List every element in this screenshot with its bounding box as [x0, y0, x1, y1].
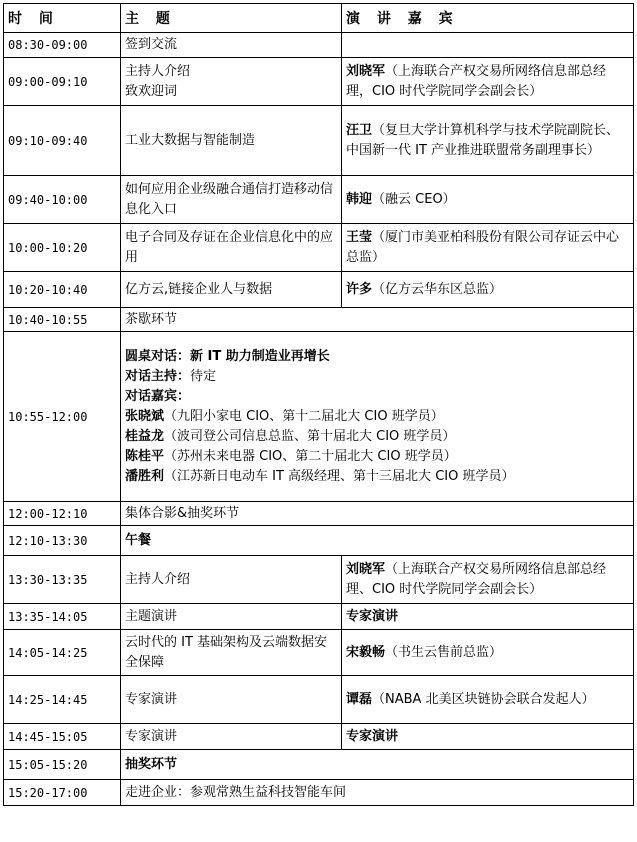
- topic-cell: 集体合影&抽奖环节: [121, 502, 634, 526]
- speaker-cell: [342, 58, 634, 106]
- speaker-cell: [342, 630, 634, 676]
- guest-info: （苏州未来电器 CIO、第二十届北大 CIO 班学员）: [164, 448, 457, 464]
- topic-cell: 云时代的 IT 基础架构及云端数据安全保障: [121, 630, 342, 676]
- topic-cell: 工业大数据与智能制造: [121, 106, 342, 176]
- time-cell: 09:10-09:40: [4, 106, 121, 176]
- time-cell: 10:00-10:20: [4, 224, 121, 272]
- guest-name: 桂益龙: [125, 428, 165, 444]
- table-row: [4, 58, 634, 106]
- speaker-name: 许多: [346, 281, 373, 297]
- table-row: [4, 502, 634, 526]
- time-cell: 09:40-10:00: [4, 176, 121, 224]
- speaker-info: （上海联合产权交易所网络信息部总经理、CIO 时代学院同学会副会长）: [346, 561, 607, 597]
- guest-info: （九阳小家电 CIO、第十二届北大 CIO 班学员）: [164, 408, 444, 424]
- table-row: [4, 176, 634, 224]
- topic-cell: 茶歇环节: [121, 308, 634, 332]
- table-row: [4, 724, 634, 750]
- speaker-info: （NABA 北美区块链协会联合发起人）: [372, 691, 595, 707]
- speaker-info: （上海联合产权交易所网络信息部总经理，CIO 时代学院同学会副会长）: [346, 63, 607, 99]
- table-row: [4, 272, 634, 308]
- speaker-name: 宋毅畅: [346, 644, 386, 660]
- topic-cell: [121, 58, 342, 106]
- speaker-name: 韩迎: [346, 191, 373, 207]
- guest-item: [125, 447, 629, 467]
- speaker-cell: [342, 676, 634, 724]
- time-cell: 09:00-09:10: [4, 58, 121, 106]
- guests-label: 对话嘉宾：: [125, 388, 191, 404]
- guest-name: 陈桂平: [125, 448, 165, 464]
- topic-cell: 签到交流: [121, 33, 342, 58]
- speaker-name: 专家演讲: [346, 728, 399, 744]
- topic-cell: 如何应用企业级融合通信打造移动信息化入口: [121, 176, 342, 224]
- speaker-name: 刘晓军: [346, 63, 386, 79]
- table-row: [4, 526, 634, 556]
- speaker-cell: [342, 176, 634, 224]
- time-cell: 12:10-13:30: [4, 526, 121, 556]
- roundtable-title: 圆桌对话：新 IT 助力制造业再增长: [125, 348, 330, 364]
- time-cell: 13:30-13:35: [4, 556, 121, 604]
- time-cell: 13:35-14:05: [4, 604, 121, 630]
- speaker-cell: [342, 106, 634, 176]
- speaker-cell: [342, 33, 634, 58]
- table-row: [4, 750, 634, 780]
- speaker-info: （厦门市美亚柏科股份有限公司存证云中心总监）: [346, 229, 620, 265]
- host-value: 待定: [190, 368, 217, 384]
- table-row: [4, 33, 634, 58]
- time-cell: 10:55-12:00: [4, 332, 121, 502]
- table-row: [4, 630, 634, 676]
- speaker-info: （书生云售前总监）: [385, 644, 503, 660]
- speaker-name: 谭磊: [346, 691, 373, 707]
- time-cell: 10:40-10:55: [4, 308, 121, 332]
- topic-line: 主持人介绍: [125, 63, 191, 79]
- table-row: [4, 332, 634, 502]
- table-row: [4, 604, 634, 630]
- topic-cell: 午餐: [121, 526, 634, 556]
- time-cell: 12:00-12:10: [4, 502, 121, 526]
- speaker-info: （复旦大学计算机科学与技术学院副院长、中国新一代 IT 产业推进联盟常务副理事长）: [346, 122, 620, 158]
- topic-cell: 电子合同及存证在企业信息化中的应用: [121, 224, 342, 272]
- table-row: [4, 676, 634, 724]
- speaker-cell: [342, 272, 634, 308]
- topic-line: 致欢迎词: [125, 83, 178, 99]
- table-row: [4, 556, 634, 604]
- topic-cell: 专家演讲: [121, 676, 342, 724]
- time-cell: 14:45-15:05: [4, 724, 121, 750]
- time-cell: 10:20-10:40: [4, 272, 121, 308]
- header-row: [4, 4, 634, 33]
- topic-cell: 走进企业：参观常熟生益科技智能车间: [121, 780, 634, 806]
- header-time: 时 间: [4, 4, 121, 33]
- speaker-name: 专家演讲: [346, 608, 399, 624]
- table-row: [4, 106, 634, 176]
- speaker-name: 刘晓军: [346, 561, 386, 577]
- table-row: [4, 780, 634, 806]
- guest-item: [125, 427, 629, 447]
- time-cell: 15:20-17:00: [4, 780, 121, 806]
- header-speaker: 演 讲 嘉 宾: [342, 4, 634, 33]
- topic-cell: 主持人介绍: [121, 556, 342, 604]
- table-row: [4, 224, 634, 272]
- guest-item: [125, 407, 629, 427]
- guest-info: （江苏新日电动车 IT 高级经理、第十三届北大 CIO 班学员）: [164, 468, 515, 484]
- topic-cell: 主题演讲: [121, 604, 342, 630]
- topic-cell: 专家演讲: [121, 724, 342, 750]
- guest-item: [125, 467, 629, 487]
- roundtable-host: [125, 367, 629, 387]
- speaker-cell: [342, 604, 634, 630]
- time-cell: 14:05-14:25: [4, 630, 121, 676]
- guest-name: 张晓斌: [125, 408, 165, 424]
- speaker-cell: [342, 724, 634, 750]
- guest-info: （波司登公司信息总监、第十届北大 CIO 班学员）: [164, 428, 456, 444]
- speaker-cell: [342, 224, 634, 272]
- host-label: 对话主持：: [125, 368, 191, 384]
- agenda-table: [3, 3, 634, 806]
- speaker-info: （亿方云华东区总监）: [372, 281, 503, 297]
- speaker-info: （融云 CEO）: [372, 191, 456, 207]
- time-cell: 14:25-14:45: [4, 676, 121, 724]
- time-cell: 15:05-15:20: [4, 750, 121, 780]
- time-cell: 08:30-09:00: [4, 33, 121, 58]
- table-row: [4, 308, 634, 332]
- roundtable-cell: [121, 332, 634, 502]
- topic-cell: 亿方云,链接企业人与数据: [121, 272, 342, 308]
- speaker-name: 王莹: [346, 229, 373, 245]
- speaker-cell: [342, 556, 634, 604]
- guest-name: 潘胜利: [125, 468, 165, 484]
- header-topic: 主 题: [121, 4, 342, 33]
- topic-cell: 抽奖环节: [121, 750, 634, 780]
- speaker-name: 汪卫: [346, 122, 373, 138]
